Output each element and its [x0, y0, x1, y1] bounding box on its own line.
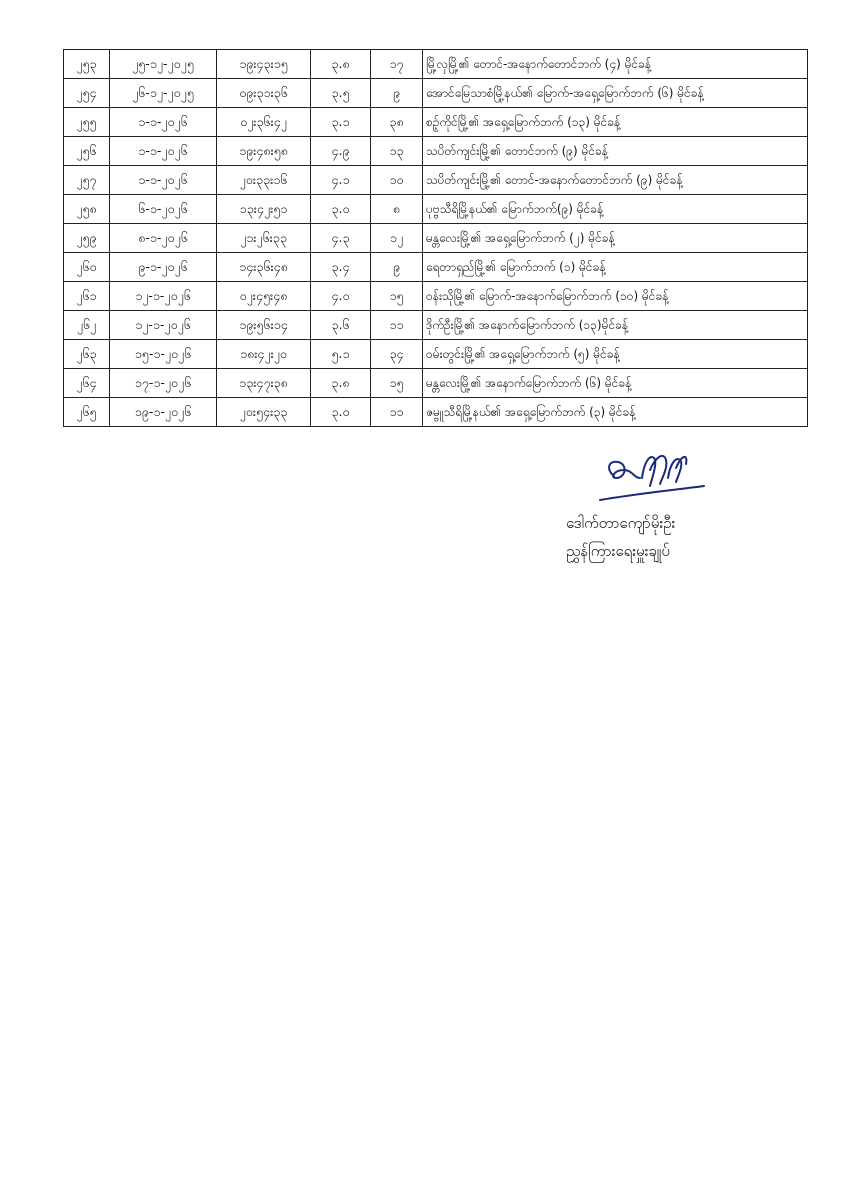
cell-magnitude: ၃.၈: [311, 369, 371, 398]
table-row: [64, 282, 808, 311]
cell-depth: ၁၃: [371, 137, 423, 166]
cell-location: ရေတာရှည်မြို့၏ မြောက်ဘက် (၁) မိုင်ခန့်: [423, 253, 808, 282]
handwritten-signature: [584, 448, 714, 508]
table-row: [64, 79, 808, 108]
cell-depth: ၁၁: [371, 311, 423, 340]
cell-location: သပိတ်ကျင်းမြို့၏ တောင်-အနောက်တောင်ဘက် (၉) မိုင်ခန့်: [423, 166, 808, 195]
cell-magnitude: ၃.၅: [311, 79, 371, 108]
cell-location: ဝန်းသိုမြို့၏ မြောက်-အနောက်မြောက်ဘက် (၁၀) မိုင်ခန့်: [423, 282, 808, 311]
cell-time: ၁၉း၄၈း၅၈: [217, 137, 311, 166]
cell-number: ၂၆၀: [64, 253, 110, 282]
table-row: [64, 340, 808, 369]
cell-location: မန္တလေးမြို့၏ အနောက်မြောက်ဘက် (၆) မိုင်ခန့်: [423, 369, 808, 398]
cell-number: ၂၆၁: [64, 282, 110, 311]
table-row: [64, 224, 808, 253]
cell-depth: ၁၂: [371, 224, 423, 253]
cell-location: သပိတ်ကျင်းမြို့၏ တောင်ဘက် (၉) မိုင်ခန့်: [423, 137, 808, 166]
cell-date: ၁၅-၁-၂၀၂၆: [110, 340, 217, 369]
cell-time: ၂၀း၅၄း၃၃: [217, 398, 311, 427]
cell-depth: ၉: [371, 79, 423, 108]
cell-magnitude: ၄.၃: [311, 224, 371, 253]
cell-time: ၁၃း၄၇း၃၈: [217, 369, 311, 398]
cell-depth: ၈: [371, 195, 423, 224]
earthquake-table: [63, 49, 808, 427]
cell-magnitude: ၅.၁: [311, 340, 371, 369]
cell-number: ၂၅၆: [64, 137, 110, 166]
cell-magnitude: ၃.၀: [311, 398, 371, 427]
cell-magnitude: ၃.၆: [311, 311, 371, 340]
cell-depth: ၁၀: [371, 166, 423, 195]
table-row: [64, 311, 808, 340]
cell-depth: ၁၁: [371, 398, 423, 427]
table-row: [64, 50, 808, 79]
cell-number: ၂၅၇: [64, 166, 110, 195]
cell-number: ၂၅၅: [64, 108, 110, 137]
cell-location: စဉ့်ကိုင်မြို့၏ အရှေ့မြောက်ဘက် (၁၃) မိုင်ခန့်: [423, 108, 808, 137]
cell-depth: ၃၄: [371, 340, 423, 369]
cell-date: ၁-၁-၂၀၂၆: [110, 137, 217, 166]
cell-number: ၂၆၅: [64, 398, 110, 427]
cell-depth: ၁၅: [371, 282, 423, 311]
cell-location: မန္တလေးမြို့၏ အရှေ့မြောက်ဘက် (၂) မိုင်ခန့်: [423, 224, 808, 253]
cell-magnitude: ၃.၀: [311, 195, 371, 224]
cell-time: ၁၄း၃၆း၄၈: [217, 253, 311, 282]
cell-depth: ၁၇: [371, 50, 423, 79]
table-row: [64, 137, 808, 166]
signer-title: ညွှန်ကြားရေးမှူးချုပ်: [566, 542, 670, 560]
cell-time: ၁၃း၄၂း၅၁: [217, 195, 311, 224]
cell-number: ၂၅၃: [64, 50, 110, 79]
cell-magnitude: ၄.၉: [311, 137, 371, 166]
cell-location: ဒိုက်ဦးမြို့၏ အနောက်မြောက်ဘက် (၁၃)မိုင်ခန့်: [423, 311, 808, 340]
cell-date: ၂၅-၁၂-၂၀၂၅: [110, 50, 217, 79]
cell-magnitude: ၃.၁: [311, 108, 371, 137]
cell-depth: ၉: [371, 253, 423, 282]
cell-number: ၂၆၄: [64, 369, 110, 398]
table-row: [64, 398, 808, 427]
cell-number: ၂၅၈: [64, 195, 110, 224]
cell-time: ၁၈း၄၂း၂၀: [217, 340, 311, 369]
cell-time: ၂၀း၃၃း၁၆: [217, 166, 311, 195]
cell-time: ၁၉း၅၆း၁၄: [217, 311, 311, 340]
cell-location: ဇမ္ဗူသီရိမြို့နယ်၏ အရှေ့မြောက်ဘက် (၃) မိုင်ခန့်: [423, 398, 808, 427]
cell-location: မြို့လှမြို့၏ တောင်-အနောက်တောင်ဘက် (၄) မိုင်ခန့်: [423, 50, 808, 79]
cell-date: ၉-၁-၂၀၂၆: [110, 253, 217, 282]
cell-time: ၀၂း၄၅း၄၈: [217, 282, 311, 311]
cell-location: ပုဗ္ဗသီရိမြို့နယ်၏ မြောက်ဘက်(၉) မိုင်ခန့်: [423, 195, 808, 224]
cell-date: ၁-၁-၂၀၂၆: [110, 166, 217, 195]
cell-date: ၈-၁-၂၀၂၆: [110, 224, 217, 253]
cell-number: ၂၅၉: [64, 224, 110, 253]
cell-number: ၂၅၄: [64, 79, 110, 108]
signer-name: ဒေါက်တာကျော်မိုးဦး: [566, 514, 676, 532]
table-row: [64, 195, 808, 224]
cell-date: ၁၂-၁-၂၀၂၆: [110, 311, 217, 340]
cell-location: အောင်မြေသာစံမြို့နယ်၏ မြောက်-အရှေ့မြောက်ဘက် (၆) မိုင်ခန့်: [423, 79, 808, 108]
table-row: [64, 253, 808, 282]
cell-date: ၁-၁-၂၀၂၆: [110, 108, 217, 137]
cell-time: ၀၂း၃၆း၄၂: [217, 108, 311, 137]
cell-date: ၂၆-၁၂-၂၀၂၅: [110, 79, 217, 108]
cell-date: ၁၇-၁-၂၀၂၆: [110, 369, 217, 398]
table-row: [64, 166, 808, 195]
cell-number: ၂၆၃: [64, 340, 110, 369]
cell-depth: ၁၅: [371, 369, 423, 398]
cell-time: ၀၉း၃၁း၃၆: [217, 79, 311, 108]
cell-number: ၂၆၂: [64, 311, 110, 340]
cell-location: ဝမ်းတွင်းမြို့၏ အရှေ့မြောက်ဘက် (၅) မိုင်ခန့်: [423, 340, 808, 369]
cell-magnitude: ၄.၀: [311, 282, 371, 311]
table-row: [64, 369, 808, 398]
earthquake-table-body: [64, 50, 808, 427]
cell-time: ၂၁း၂၆း၃၃: [217, 224, 311, 253]
cell-depth: ၃၈: [371, 108, 423, 137]
cell-magnitude: ၃.၈: [311, 50, 371, 79]
table-row: [64, 108, 808, 137]
cell-date: ၆-၁-၂၀၂၆: [110, 195, 217, 224]
cell-magnitude: ၃.၄: [311, 253, 371, 282]
cell-magnitude: ၄.၁: [311, 166, 371, 195]
cell-time: ၁၉း၄၃း၁၅: [217, 50, 311, 79]
cell-date: ၁၉-၁-၂၀၂၆: [110, 398, 217, 427]
cell-date: ၁၂-၁-၂၀၂၆: [110, 282, 217, 311]
